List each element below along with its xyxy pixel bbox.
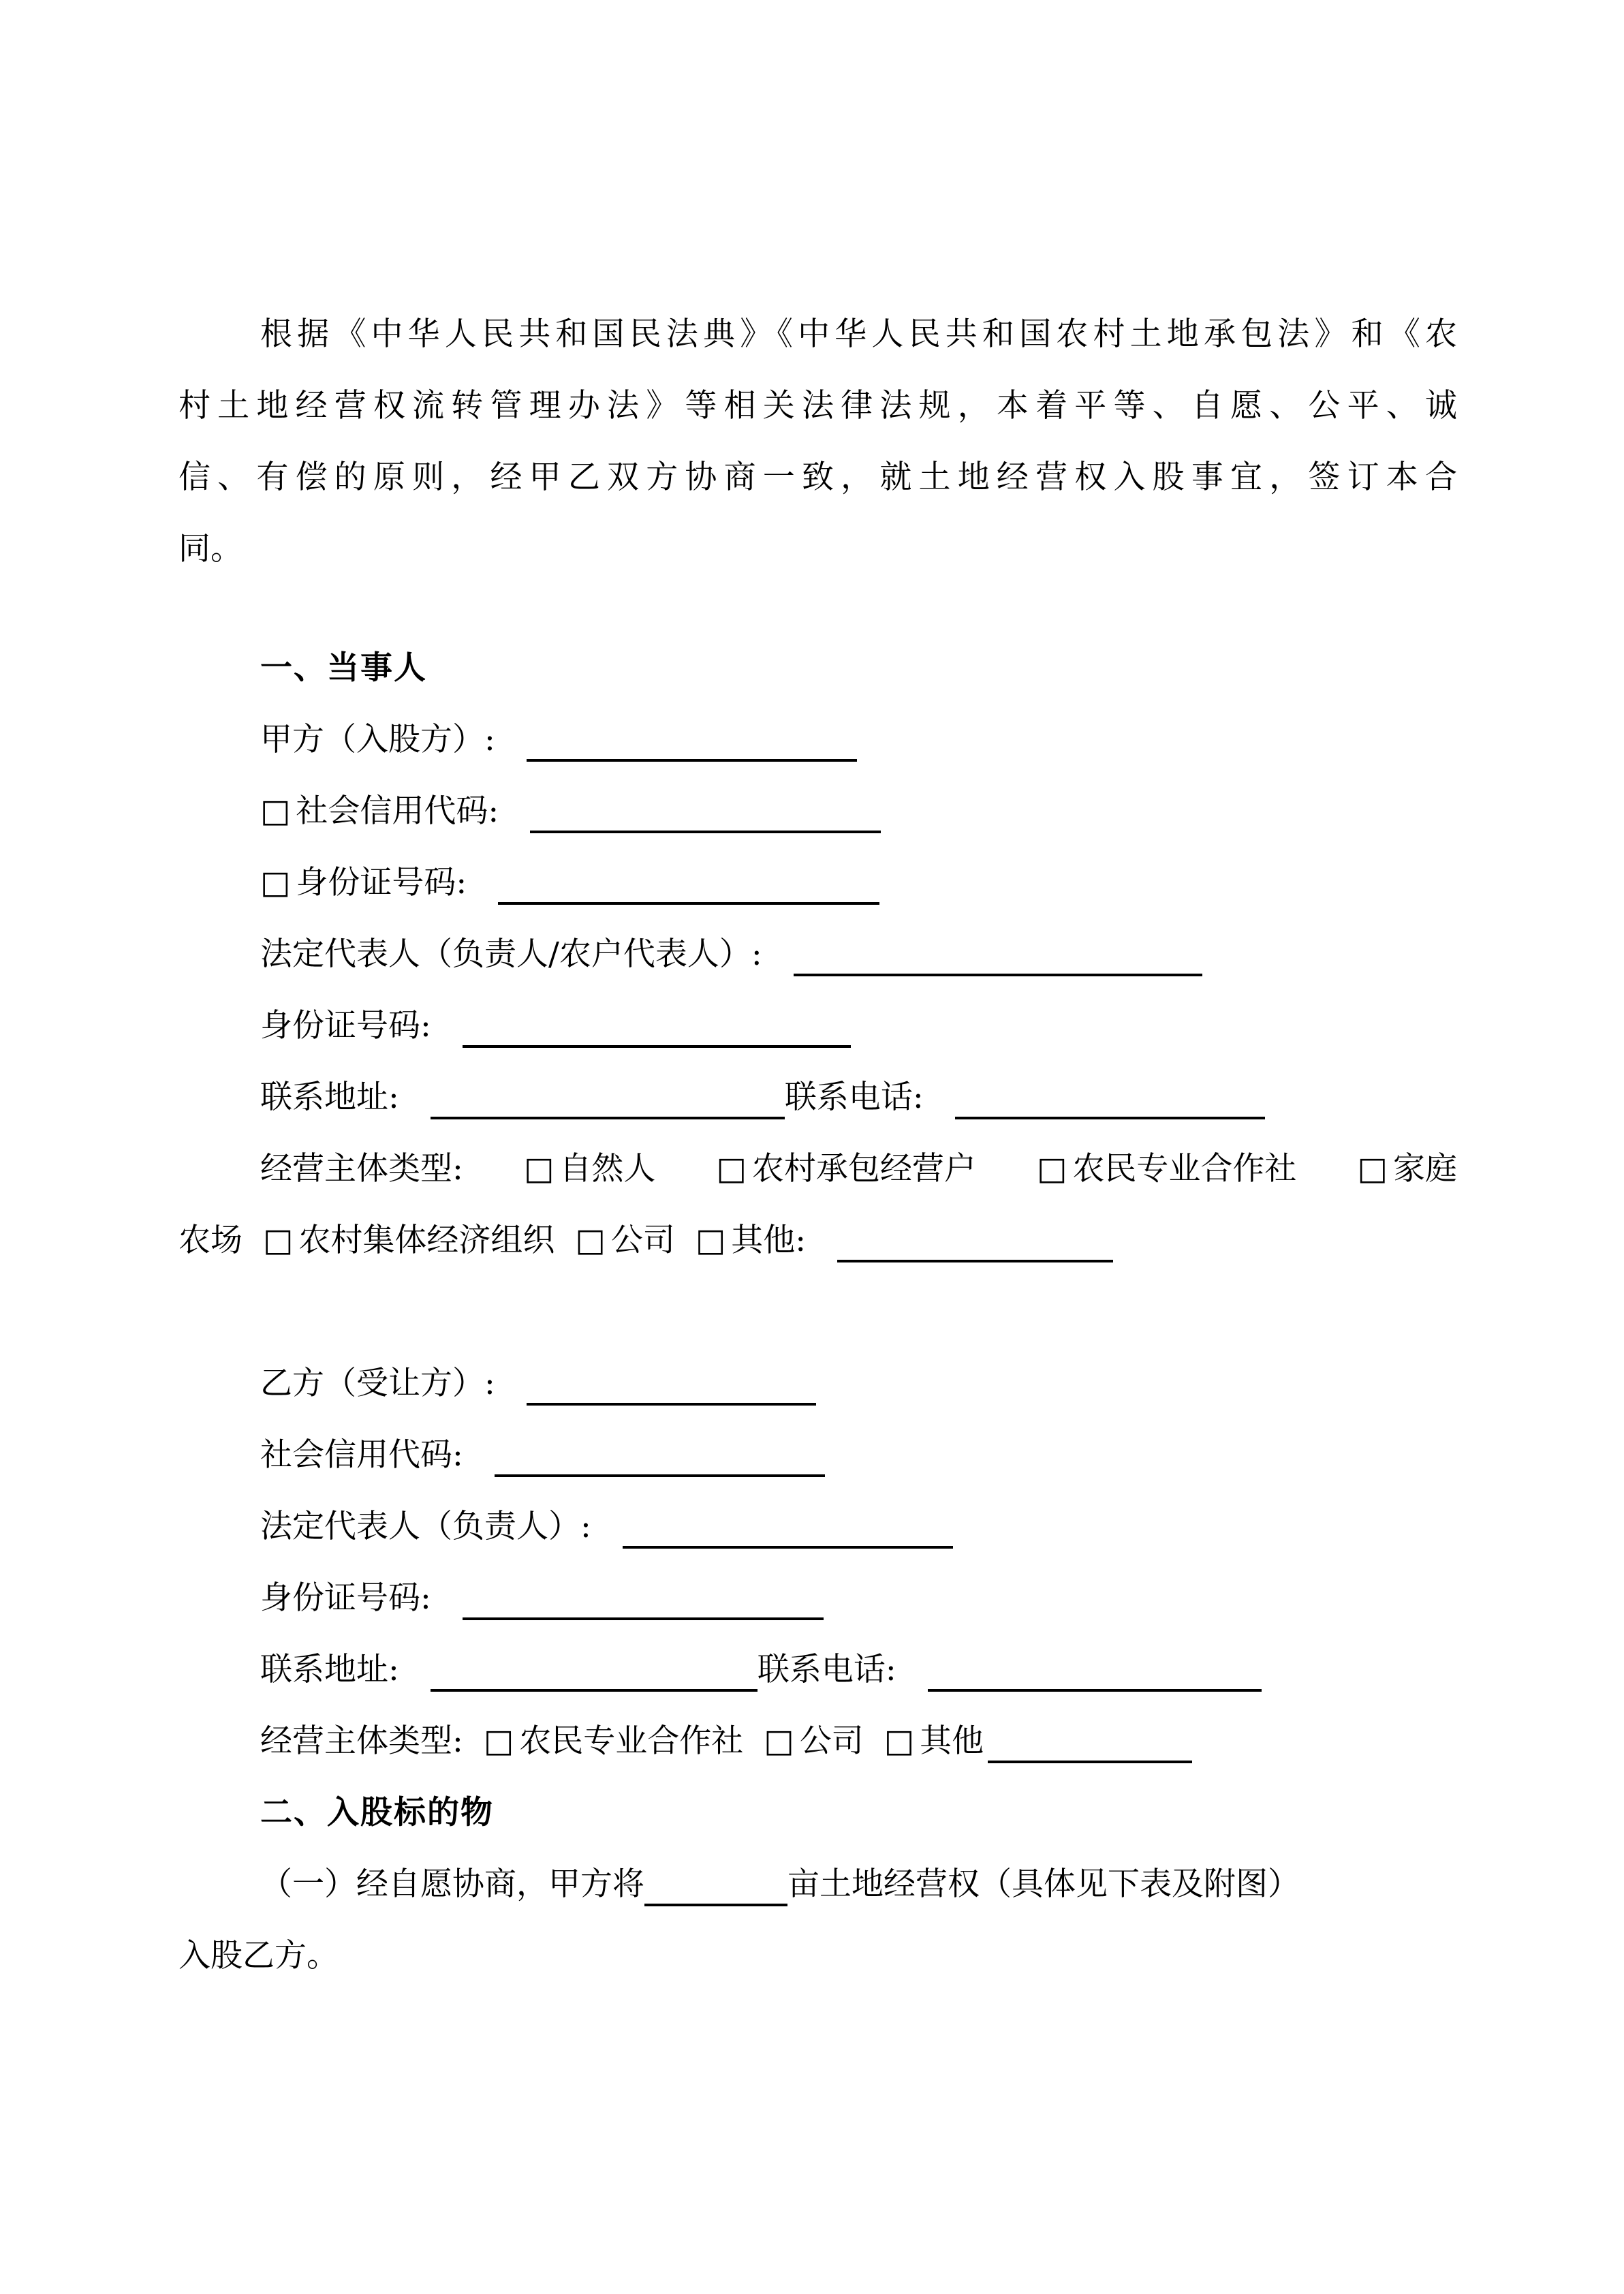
- party-a-id-number-row: [178, 847, 1457, 918]
- party-a-id-number-label: 身份证号码:: [296, 864, 467, 901]
- party-a-legal-rep-blank[interactable]: [794, 937, 1202, 976]
- party-a-type-option-farmer-cooperative[interactable]: [1037, 1133, 1296, 1205]
- paragraph-spacer: [178, 585, 1457, 632]
- party-b-credit-code-label: 社会信用代码:: [260, 1436, 463, 1474]
- party-a-type-row-1: [178, 1133, 1457, 1205]
- option-label: 公司: [610, 1222, 675, 1259]
- party-a-contact-row: [178, 1061, 1457, 1133]
- party-a-rep-id-row: [178, 990, 1457, 1061]
- party-b-type-other-blank[interactable]: [988, 1724, 1192, 1763]
- party-a-legal-rep-label: 法定代表人（负责人/农户代表人）:: [260, 935, 762, 973]
- party-b-name-blank[interactable]: [527, 1366, 816, 1406]
- party-b-rep-id-label: 身份证号码:: [260, 1579, 431, 1617]
- party-b-name-label: 乙方（受让方）:: [260, 1365, 495, 1402]
- clause-prefix: （一）经自愿协商，甲方将: [260, 1865, 644, 1903]
- party-a-phone-blank[interactable]: [955, 1080, 1265, 1119]
- party-a-type-option-company[interactable]: [575, 1222, 674, 1259]
- party-a-type-option-natural-person[interactable]: [524, 1133, 655, 1205]
- clause-suffix: 亩土地经营权（具体见下表及附图）: [787, 1865, 1300, 1903]
- party-a-type-row-2: [178, 1205, 1457, 1276]
- party-a-credit-code-blank[interactable]: [530, 794, 881, 833]
- checkbox-icon[interactable]: □: [716, 1150, 747, 1188]
- subject-matter-clause-continuation: 入股乙方。: [178, 1937, 339, 1974]
- party-a-legal-rep-row: [178, 918, 1457, 990]
- party-b-rep-id-blank[interactable]: [463, 1581, 824, 1620]
- option-label: 其他: [920, 1722, 984, 1760]
- party-a-type-option-collective-economic-org[interactable]: [263, 1222, 555, 1259]
- party-a-type-other-blank[interactable]: [837, 1223, 1113, 1262]
- party-b-credit-code-blank[interactable]: [495, 1438, 825, 1477]
- party-b-name-row: [178, 1348, 1457, 1419]
- option-label: 家庭: [1392, 1150, 1457, 1188]
- intro-line: 根据《中华人民共和国民法典》《中华人民共和国农村土地承包法》和《农: [260, 315, 1457, 353]
- option-label: 公司: [799, 1722, 864, 1760]
- party-b-address-label: 联系地址:: [260, 1651, 399, 1688]
- party-a-credit-code-checkbox[interactable]: □: [260, 792, 291, 830]
- option-label: 其他:: [731, 1222, 807, 1259]
- checkbox-icon[interactable]: □: [884, 1722, 915, 1760]
- party-b-type-label: 经营主体类型:: [260, 1722, 463, 1760]
- checkbox-icon[interactable]: □: [1357, 1150, 1388, 1188]
- option-label: 农民专业合作社: [1072, 1150, 1297, 1188]
- party-a-credit-code-row: [178, 775, 1457, 847]
- party-a-phone-label: 联系电话:: [784, 1079, 924, 1116]
- checkbox-icon[interactable]: □: [1037, 1150, 1067, 1188]
- intro-line: 信、有偿的原则，经甲乙双方协商一致，就土地经营权入股事宜，签订本合: [178, 459, 1457, 496]
- party-a-type-option-family-farm-continuation: 农场: [178, 1222, 243, 1259]
- empty-line: [178, 1276, 1457, 1348]
- party-b-rep-id-row: [178, 1562, 1457, 1634]
- option-label: 农村集体经济组织: [298, 1222, 555, 1259]
- party-b-address-blank[interactable]: [431, 1652, 758, 1692]
- checkbox-icon[interactable]: □: [695, 1222, 726, 1259]
- option-label: 农民专业合作社: [519, 1722, 744, 1760]
- section-1-heading: 一、当事人: [260, 649, 427, 687]
- party-b-credit-code-row: [178, 1419, 1457, 1491]
- party-a-id-number-checkbox[interactable]: □: [260, 864, 291, 901]
- checkbox-icon[interactable]: □: [764, 1722, 794, 1760]
- option-label: 自然人: [559, 1150, 656, 1188]
- party-a-name-row: [178, 704, 1457, 775]
- checkbox-icon[interactable]: □: [575, 1222, 606, 1259]
- party-b-type-option-company[interactable]: [764, 1722, 863, 1760]
- option-label: 农村承包经营户: [751, 1150, 976, 1188]
- party-b-contact-row: [178, 1634, 1457, 1705]
- party-b-type-row: [178, 1705, 1457, 1777]
- party-a-address-blank[interactable]: [431, 1080, 785, 1119]
- checkbox-icon[interactable]: □: [523, 1150, 555, 1188]
- party-a-id-number-blank[interactable]: [498, 865, 879, 905]
- party-a-type-label: 经营主体类型:: [260, 1150, 463, 1188]
- section-2-heading: 二、入股标的物: [260, 1794, 494, 1831]
- intro-line: 同。: [178, 530, 243, 568]
- party-b-type-option-other[interactable]: [884, 1722, 984, 1760]
- party-a-type-option-rural-contract-household[interactable]: [716, 1133, 975, 1205]
- subject-matter-clause-row: [178, 1848, 1457, 1920]
- party-a-name-label: 甲方（入股方）:: [260, 721, 495, 758]
- intro-paragraph: [178, 298, 1457, 585]
- party-b-type-option-farmer-cooperative[interactable]: [484, 1722, 743, 1760]
- party-b-phone-label: 联系电话:: [757, 1651, 896, 1688]
- land-area-blank[interactable]: [644, 1867, 787, 1906]
- party-a-credit-code-label: 社会信用代码:: [296, 792, 499, 830]
- party-a-rep-id-blank[interactable]: [463, 1008, 851, 1048]
- party-a-address-label: 联系地址:: [260, 1079, 399, 1116]
- checkbox-icon[interactable]: □: [263, 1222, 294, 1259]
- intro-line: 村土地经营权流转管理办法》等相关法律法规，本着平等、自愿、公平、诚: [178, 387, 1457, 424]
- party-a-rep-id-label: 身份证号码:: [260, 1007, 431, 1044]
- party-a-name-blank[interactable]: [527, 722, 857, 762]
- party-b-legal-rep-blank[interactable]: [623, 1509, 953, 1549]
- party-b-phone-blank[interactable]: [928, 1652, 1262, 1692]
- party-a-type-option-other[interactable]: [696, 1222, 806, 1259]
- checkbox-icon[interactable]: □: [483, 1722, 514, 1760]
- party-b-legal-rep-row: [178, 1491, 1457, 1562]
- party-b-legal-rep-label: 法定代表人（负责人）:: [260, 1508, 591, 1545]
- party-a-type-option-family-farm[interactable]: [1358, 1133, 1457, 1205]
